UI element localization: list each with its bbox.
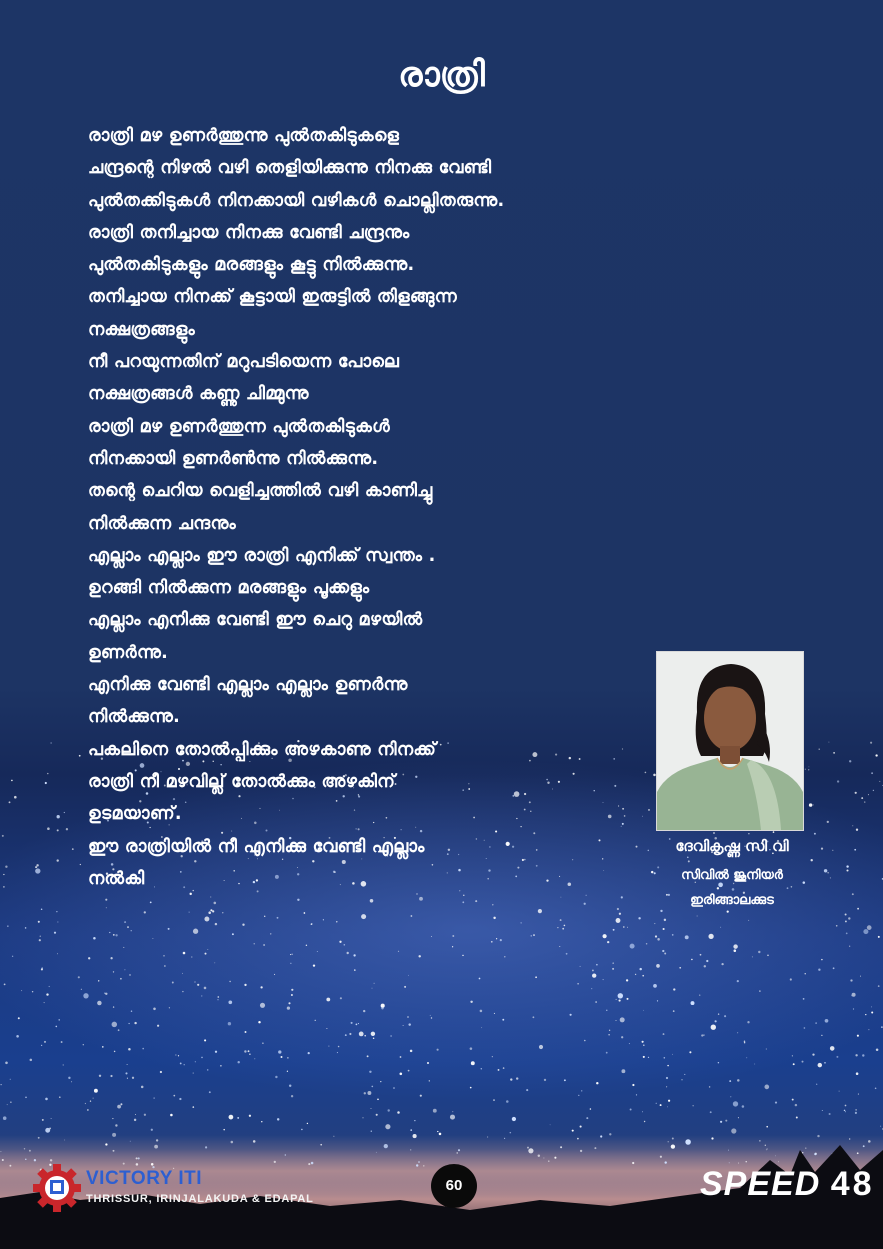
poem-line: രാത്രി മഴ ഉണർത്തുന്നു പുൽതകിടുകളെ (88, 126, 400, 146)
poem-line: രാത്രി തനിച്ചായ നിനക്കു വേണ്ടി ചന്ദ്രനും (88, 222, 410, 243)
poem-body (88, 120, 628, 895)
magazine-issue: 48 (830, 1165, 875, 1203)
poem-line: എല്ലാം എനിക്കു വേണ്ടി ഈ ചെറു മഴയിൽ (88, 610, 423, 631)
author-role: സിവിൽ ജൂനിയർ (681, 868, 783, 883)
poem-line: തന്റെ ചെറിയ വെളിച്ചത്തിൽ വഴി കാണിച്ചു (88, 481, 433, 502)
poem-line: ചന്ദ്രന്റെ നിഴൽ വഴി തെളിയിക്കുന്നു നിനക്കു വേണ്ടി (88, 158, 492, 179)
poem-line: നക്ഷത്രങ്ങളും (88, 319, 195, 340)
brand-name: VICTORY ITI (86, 1168, 203, 1189)
poem-line: ഈ രാത്രിയിൽ നീ എനിക്കു വേണ്ടി എല്ലാം (88, 836, 425, 857)
gear-logo-icon (32, 1163, 82, 1213)
poem-line: നീ പറയുന്നതിന് മറുപടിയെന്ന പോലെ (88, 352, 400, 373)
poem-line: ഉടമയാണ്. (88, 804, 182, 825)
poem-line: തനിച്ചായ നിനക്ക് കൂട്ടായി ഇരുട്ടിൽ തിളങ്ങുന്ന (88, 287, 457, 308)
poem-line: എനിക്കു വേണ്ടി എല്ലാം എല്ലാം ഉണർന്നു (88, 675, 408, 696)
poem-line: നൽകി (88, 868, 145, 889)
poem-line: നിൽക്കുന്ന ചന്ദനും (88, 513, 237, 534)
author-name: ദേവികൃഷ്ണ സി വി (675, 837, 789, 855)
poem-line: പുൽതക്കിടുകൾ നിനക്കായി വഴികൾ ചൊല്ലിതരുന്നു. (88, 190, 505, 211)
poem-line: നിനക്കായി ഉണർൺന്നു നിൽക്കുന്നു. (88, 448, 379, 469)
author-place: ഇരിങ്ങാലക്കുട (690, 893, 774, 908)
brand-branches: THRISSUR, IRINJALAKUDA & EDAPAL (86, 1193, 314, 1205)
magazine-name: SPEED (700, 1165, 821, 1203)
poem-line: നക്ഷത്രങ്ങൾ കണ്ണു ചിമ്മുന്നു (88, 384, 309, 405)
poem-line: പുൽതകിടുകളും മരങ്ങളും കൂട്ടു നിൽക്കുന്നു. (88, 255, 415, 276)
poem-line: പകലിനെ തോൽപ്പിക്കും അഴകാണു നിനക്ക് (88, 739, 437, 760)
page-title: രാത്രി (398, 55, 485, 95)
page-number: 60 (431, 1164, 477, 1208)
poem-line: നിൽക്കുന്നു. (88, 707, 181, 728)
poem-line: ഉണർന്നു. (88, 642, 169, 663)
author-photo (656, 651, 804, 831)
poem-line: രാത്രി മഴ ഉണർത്തുന്ന പുൽതകിടുകൾ (88, 416, 390, 437)
poem-line: എല്ലാം എല്ലാം ഈ രാത്രി എനിക്ക് സ്വന്തം . (88, 545, 436, 566)
poem-line: രാത്രി നീ മഴവില്ല് തോൽക്കും അഴകിന് (88, 771, 396, 792)
poem-line: ഉറങ്ങി നിൽക്കുന്ന മരങ്ങളും പൂക്കളും (88, 578, 370, 599)
magazine-title (700, 1165, 875, 1204)
